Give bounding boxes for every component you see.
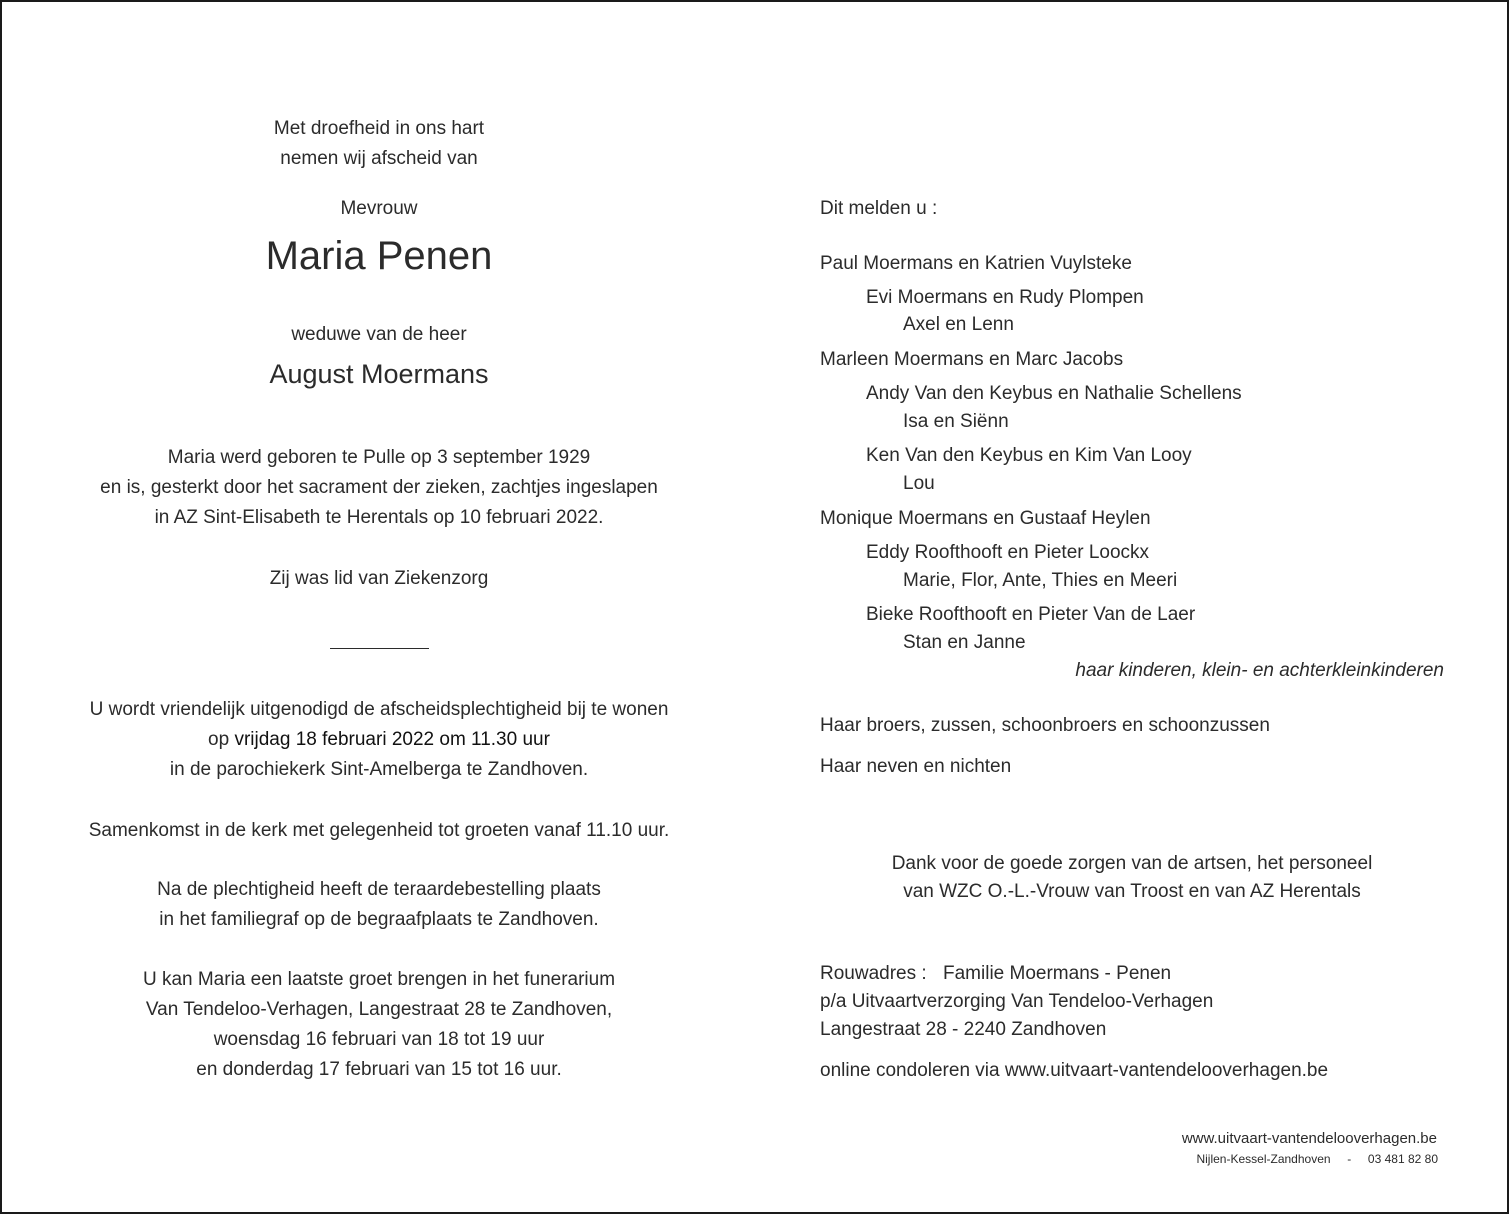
divider	[330, 648, 429, 649]
siblings-line: Haar broers, zussen, schoonbroers en schoonzussen	[820, 715, 1270, 736]
visit-line-2: Van Tendeloo-Verhagen, Langestraat 28 te Zandhoven,	[145, 999, 613, 1020]
online-condolences: online condoleren via www.uitvaart-vantendelooverhagen.be	[820, 1060, 1329, 1081]
intro-line-2: nemen wij afscheid van	[280, 148, 478, 169]
family-line: Paul Moermans en Katrien Vuylsteke	[820, 253, 1132, 274]
birth-line-1: Maria werd geboren te Pulle op 3 september 1929	[167, 447, 591, 468]
address-name: Familie Moermans - Penen	[943, 963, 1172, 984]
family-line: Andy Van den Keybus en Nathalie Schellens	[866, 383, 1242, 404]
widow-line: weduwe van de heer	[291, 324, 467, 345]
footer-phone: 03 481 82 80	[1367, 1152, 1438, 1166]
visit-line-4: en donderdag 17 februari van 15 tot 16 uur.	[196, 1059, 562, 1080]
thanks-line-2: van WZC O.-L.-Vrouw van Troost en van AZ Herentals	[903, 881, 1361, 902]
title-mevrouw: Mevrouw	[340, 198, 418, 219]
membership-line: Zij was lid van Ziekenzorg	[269, 568, 489, 589]
birth-line-3: in AZ Sint-Elisabeth te Herentals op 10 februari 2022.	[154, 507, 604, 528]
invite-op: op	[208, 729, 235, 750]
invite-line-1: U wordt vriendelijk uitgenodigd de afscheidsplechtigheid bij te wonen	[89, 699, 669, 720]
address-street: Langestraat 28 - 2240 Zandhoven	[820, 1019, 1107, 1040]
family-caption: haar kinderen, klein- en achterkleinkinderen	[1075, 660, 1444, 681]
invite-line-3: in de parochiekerk Sint-Amelberga te Zandhoven.	[169, 759, 589, 780]
family-line: Lou	[903, 473, 935, 494]
address-pa: p/a Uitvaartverzorging Van Tendeloo-Verhagen	[820, 991, 1214, 1012]
family-line: Marleen Moermans en Marc Jacobs	[820, 349, 1124, 370]
family-line: Isa en Siënn	[903, 411, 1009, 432]
footer-locations: Nijlen-Kessel-Zandhoven	[1196, 1152, 1331, 1166]
gathering-line: Samenkomst in de kerk met gelegenheid tot groeten vanaf 11.10 uur.	[88, 820, 670, 841]
birth-line-2: en is, gesterkt door het sacrament der zieken, zachtjes ingeslapen	[100, 477, 658, 498]
visit-line-1: U kan Maria een laatste groet brengen in het funerarium	[142, 969, 616, 990]
family-line: Stan en Janne	[903, 632, 1026, 653]
invite-date: vrijdag 18 februari 2022 om 11.30 uur	[234, 729, 550, 750]
family-line: Bieke Roofthooft en Pieter Van de Laer	[866, 604, 1196, 625]
family-line: Marie, Flor, Ante, Thies en Meeri	[903, 570, 1178, 591]
thanks-line-1: Dank voor de goede zorgen van de artsen, het personeel	[891, 853, 1373, 874]
address-label: Rouwadres :	[820, 963, 927, 984]
burial-line-2: in het familiegraf op de begraafplaats te Zandhoven.	[159, 909, 599, 930]
family-line: Axel en Lenn	[903, 314, 1014, 335]
footer-contact	[1196, 1151, 1438, 1167]
footer-url: www.uitvaart-vantendelooverhagen.be	[1181, 1130, 1437, 1147]
husband-name: August Moermans	[269, 359, 489, 389]
cousins-line: Haar neven en nichten	[820, 756, 1012, 777]
intro-line-1: Met droefheid in ons hart	[273, 118, 485, 139]
deceased-name: Maria Penen	[265, 234, 493, 278]
family-line: Evi Moermans en Rudy Plompen	[866, 287, 1144, 308]
announce-line: Dit melden u :	[820, 198, 938, 219]
invite-line-2	[79, 728, 679, 752]
footer-separator: -	[1347, 1152, 1352, 1166]
family-line: Eddy Roofthooft en Pieter Loockx	[866, 542, 1150, 563]
visit-line-3: woensdag 16 februari van 18 tot 19 uur	[213, 1029, 545, 1050]
burial-line-1: Na de plechtigheid heeft de teraardebestelling plaats	[157, 879, 601, 900]
family-line: Monique Moermans en Gustaaf Heylen	[820, 508, 1151, 529]
family-line: Ken Van den Keybus en Kim Van Looy	[866, 445, 1192, 466]
